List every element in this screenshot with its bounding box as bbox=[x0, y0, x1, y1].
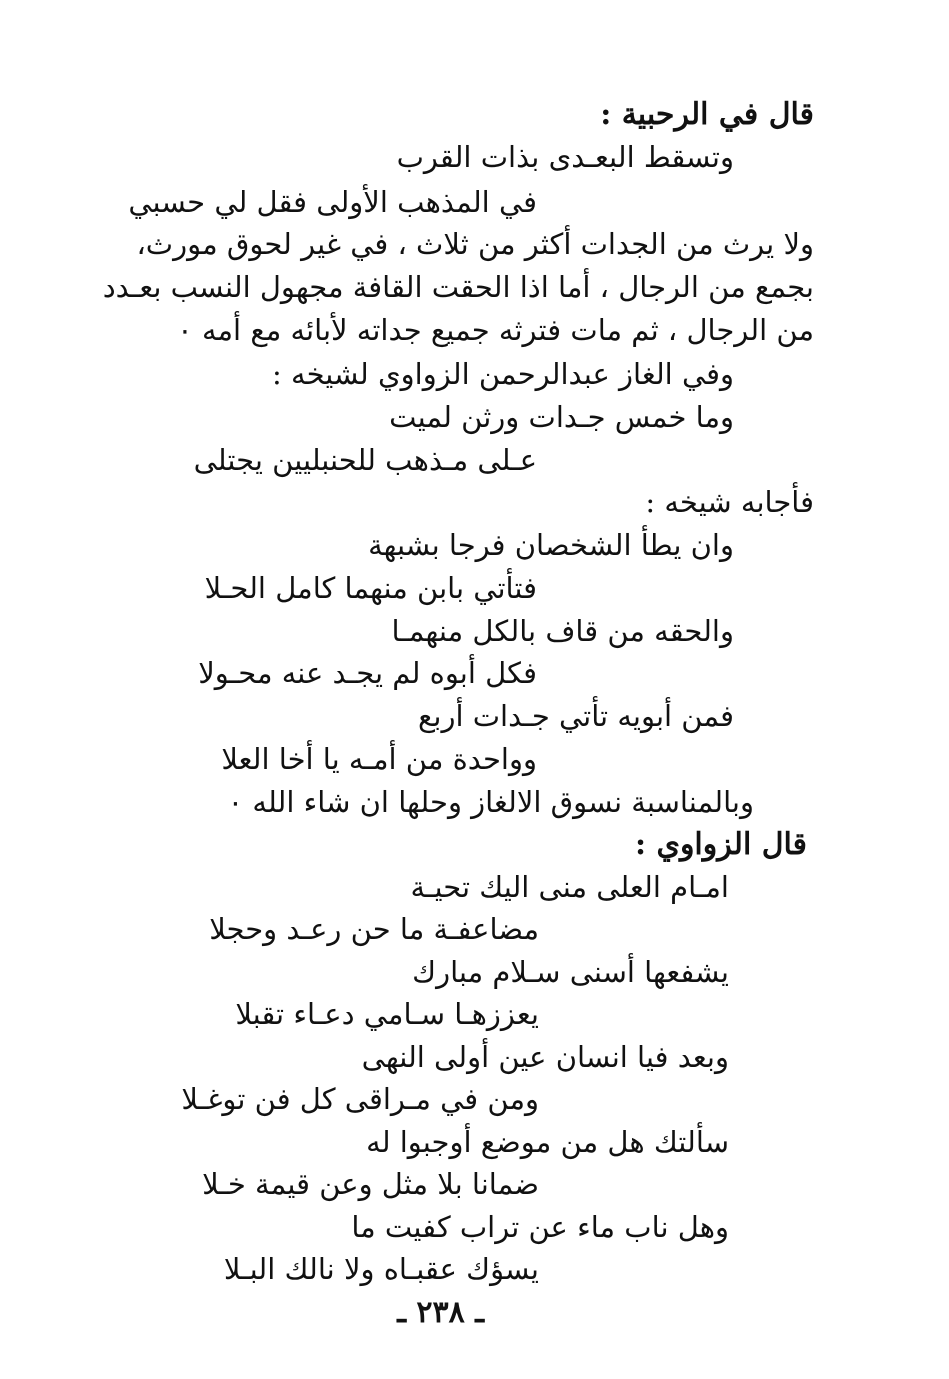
verse-line: سألتك هل من موضع أوجبوا له bbox=[366, 1125, 729, 1159]
heading-rahbiyya: قال في الرحبية : bbox=[600, 97, 814, 132]
verse-line: يسؤك عقبـاه ولا نالك البـلا bbox=[223, 1252, 539, 1286]
page-number: ـ ٢٣٨ ـ bbox=[397, 1295, 484, 1330]
verse-line: ضمانا بلا مثل وعن قيمة خـلا bbox=[202, 1167, 539, 1201]
verse-line: يعززهـا سـامي دعـاء تقبلا bbox=[235, 997, 539, 1031]
prose-line: من الرجال ، ثم مات فترثه جميع جداته لأبائه مع أمه ٠ bbox=[177, 313, 814, 347]
verse-line: يشفعها أسنى سـلام مبارك bbox=[412, 955, 729, 989]
verse-line: وان يطأ الشخصان فرجا بشبهة bbox=[368, 528, 734, 562]
heading-zawawi: قال الزواوي : bbox=[634, 827, 807, 862]
verse-line: فتأتي بابن منهما كامل الحـلا bbox=[204, 571, 537, 605]
verse-line: ومن في مـراقى كل فن توغـلا bbox=[181, 1082, 539, 1116]
verse-line: وتسقط البعـدى بذات القرب bbox=[396, 140, 734, 174]
verse-line: وبعد فيا انسان عين أولى النهى bbox=[361, 1040, 729, 1074]
verse-line: والحقه من قاف بالكل منهمـا bbox=[391, 614, 734, 648]
prose-line: ولا يرث من الجدات أكثر من ثلاث ، في غير لحوق مورث، bbox=[136, 227, 814, 261]
prose-line: وبالمناسبة نسوق الالغاز وحلها ان شاء الله ٠ bbox=[227, 785, 754, 819]
verse-line: في المذهب الأولى فقل لي حسبي bbox=[128, 185, 537, 219]
verse-line: فكل أبوه لم يجـد عنه محـولا bbox=[198, 656, 537, 690]
verse-line: وما خمس جـدات ورثن لميت bbox=[389, 400, 734, 434]
verse-line: مضاعفـة ما حن رعـد وحجلا bbox=[209, 912, 539, 946]
prose-line: بجمع من الرجال ، أما اذا الحقت القافة مجهول النسب بعـدد bbox=[102, 270, 814, 304]
verse-line: وهل ناب ماء عن تراب كفيت ما bbox=[351, 1210, 729, 1244]
verse-line: عـلى مـذهب للحنبليين يجتلى bbox=[193, 443, 537, 477]
prose-line: وفي الغاز عبدالرحمن الزواوي لشيخه : bbox=[272, 357, 734, 391]
verse-line: وواحدة من أمـه يا أخا العلا bbox=[221, 742, 537, 776]
verse-line: امـام العلى منى اليك تحيـة bbox=[410, 870, 729, 904]
heading-answer: فأجابه شيخه : bbox=[645, 485, 814, 519]
verse-line: فمن أبويه تأتي جـدات أربع bbox=[417, 699, 734, 733]
